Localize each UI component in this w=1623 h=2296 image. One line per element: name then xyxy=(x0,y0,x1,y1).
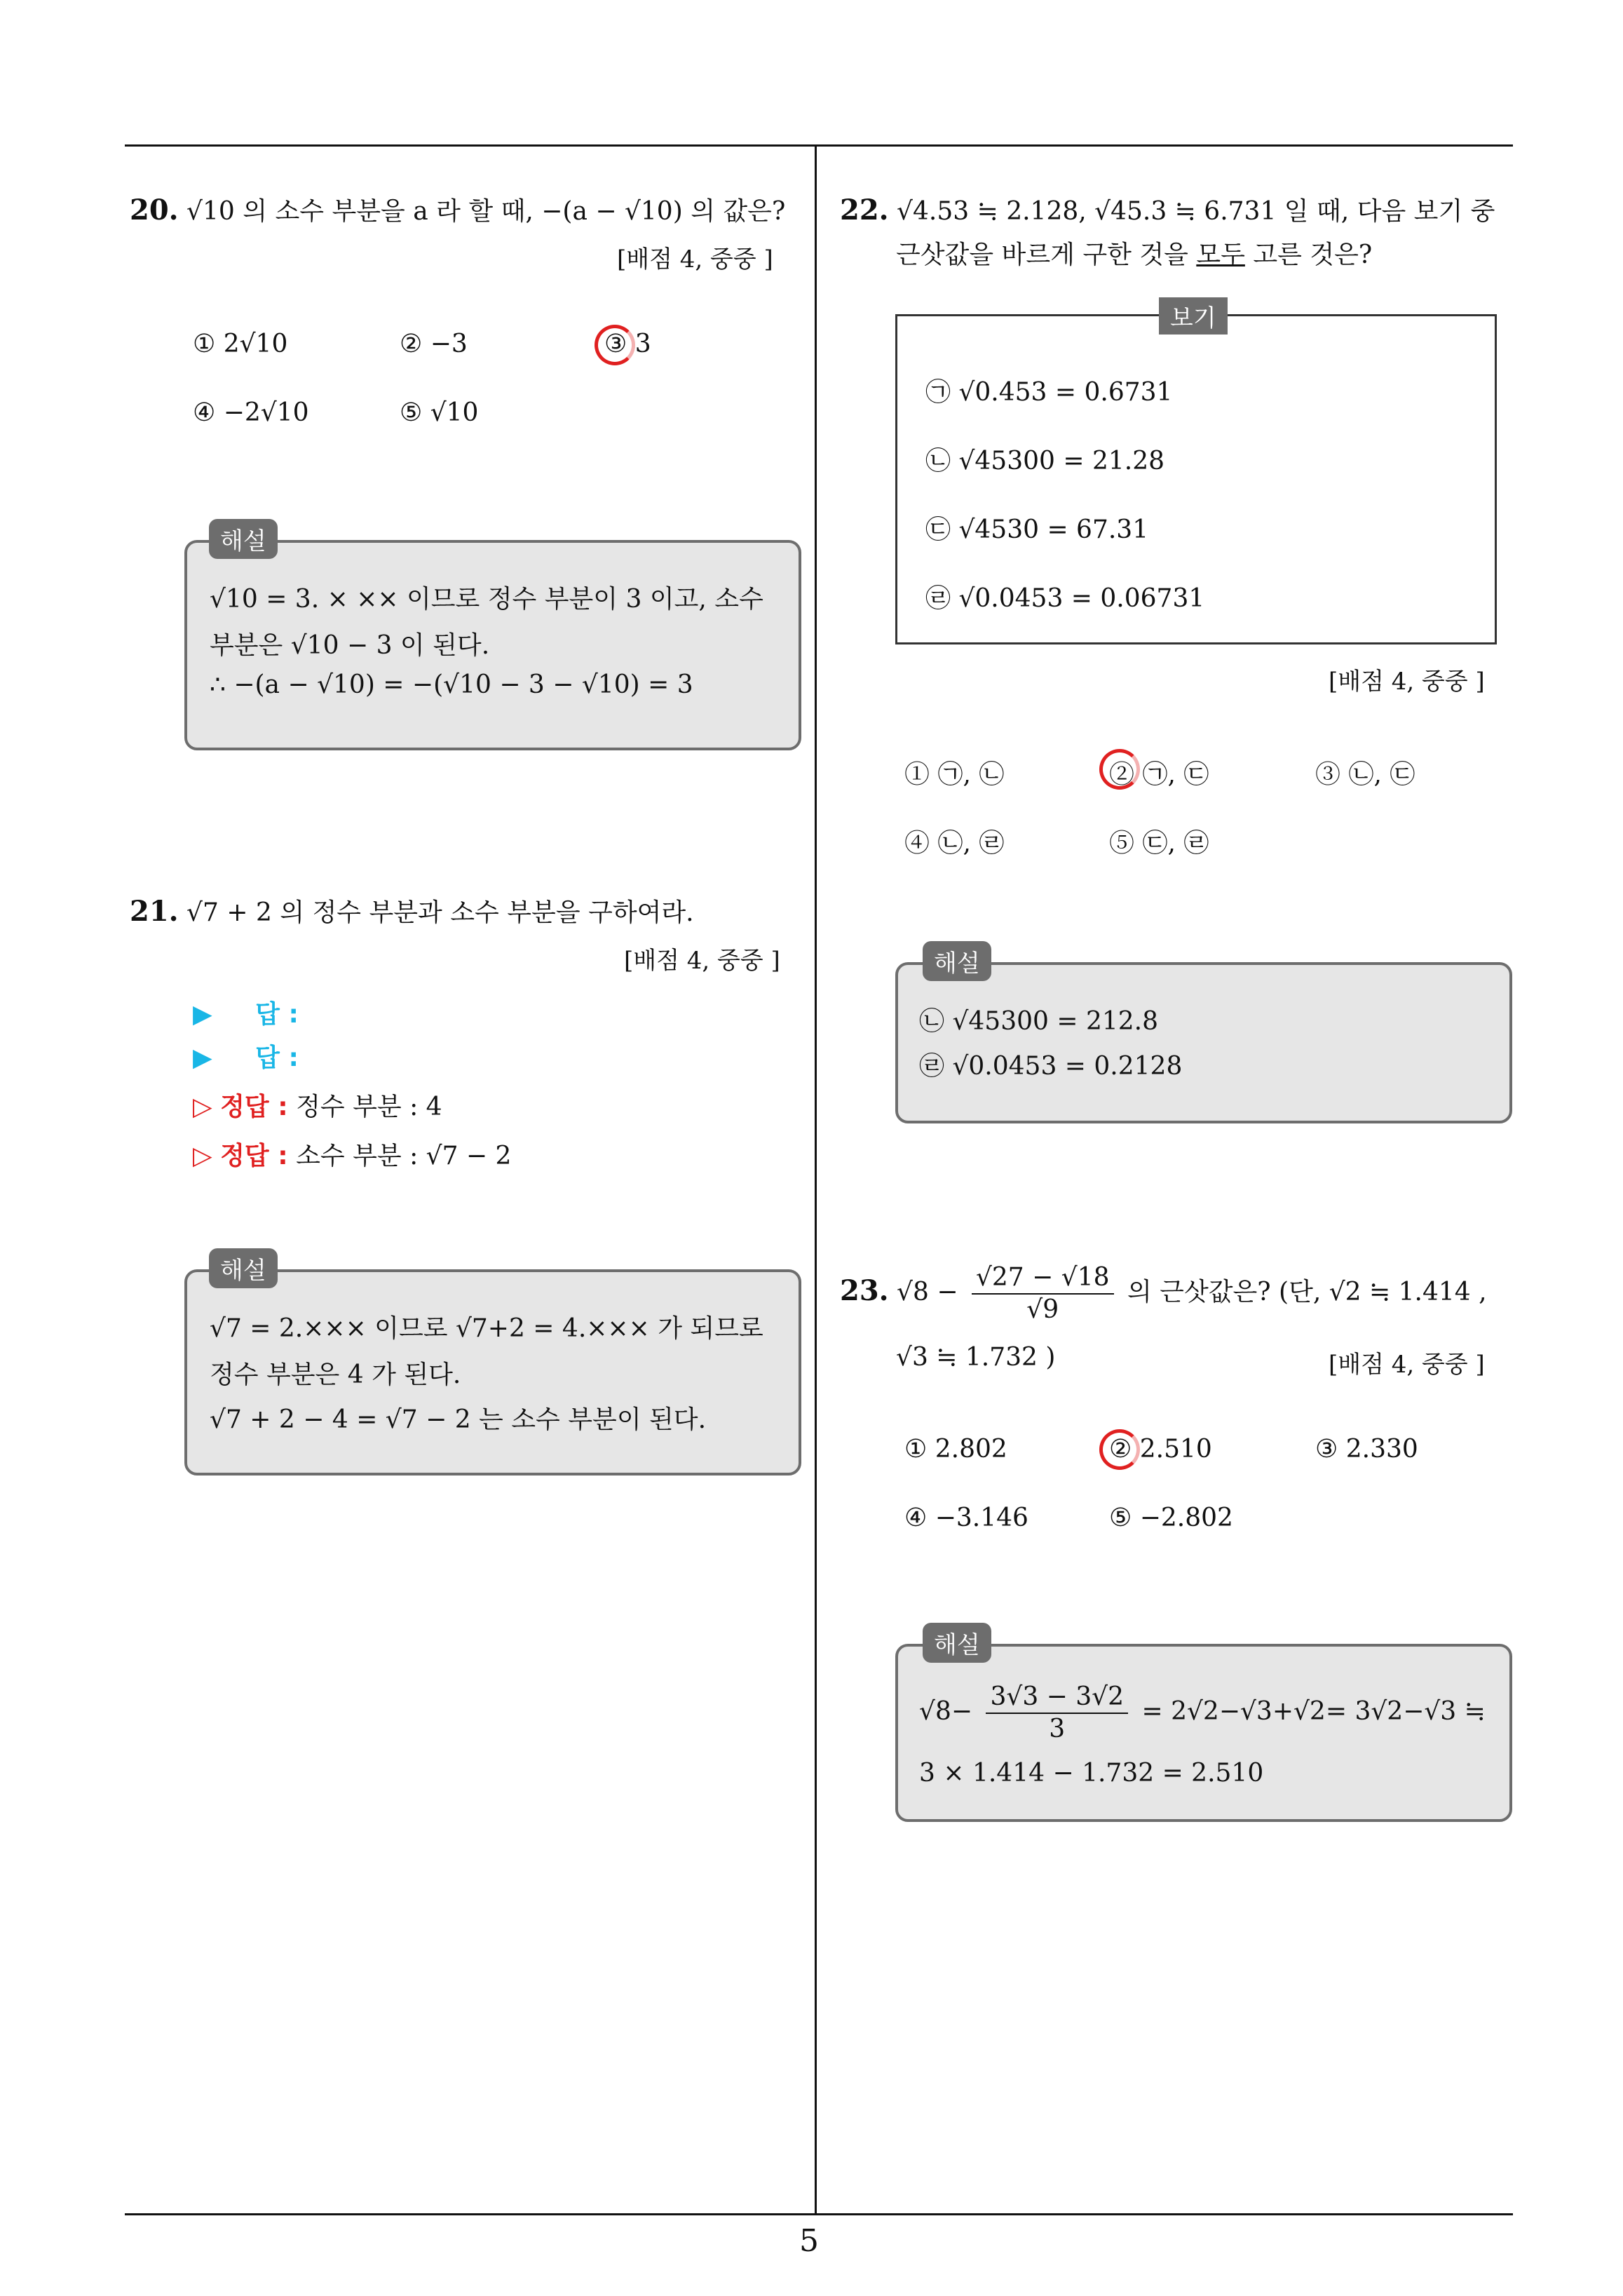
correct-label: 정답 : xyxy=(220,1093,288,1121)
outline-play-icon: ▷ xyxy=(193,1093,212,1121)
q23-solution-tag: 해설 xyxy=(923,1623,991,1663)
q20-solution-line-3: ∴ −(a − √10) = −(√10 − 3 − √10) = 3 xyxy=(210,670,693,699)
q21-correct-2-text: 소수 부분 : √7 − 2 xyxy=(296,1142,512,1170)
q23-choice-2-value: 2.510 xyxy=(1139,1435,1212,1464)
bogi-item-2: ㉡ √45300 = 21.28 xyxy=(925,447,1165,475)
q21-solution-line-2: 정수 부분은 4 가 된다. xyxy=(210,1360,461,1389)
q23-stem-line-1 xyxy=(840,1262,1487,1325)
q21-stem xyxy=(130,889,694,936)
q23-text-post: 의 근삿값은? (단, √2 ≒ 1.414 , xyxy=(1127,1278,1487,1306)
q23-sol-fraction-top: 3√3 − 3√2 xyxy=(986,1682,1128,1714)
correct-label: 정답 : xyxy=(220,1142,288,1170)
q23-sol-fraction xyxy=(986,1682,1128,1745)
q21-solution-box xyxy=(184,1269,801,1475)
q22-text-underlined: 모두 xyxy=(1196,241,1245,269)
q20-choice-4[interactable]: ④ −2√10 xyxy=(193,398,309,427)
q20-solution-line-2: 부분은 √10 − 3 이 된다. xyxy=(210,631,490,660)
q21-correct-1 xyxy=(193,1087,442,1123)
q20-choice-3-value: 3 xyxy=(634,330,651,358)
q23-stem-line-2: √3 ≒ 1.732 ) xyxy=(896,1343,1056,1372)
q23-solution-line-1 xyxy=(919,1682,1486,1745)
q21-correct-1-text: 정수 부분 : 4 xyxy=(296,1093,442,1121)
q21-solution-line-3: √7 + 2 − 4 = √7 − 2 는 소수 부분이 된다. xyxy=(210,1405,707,1434)
bogi-item-3: ㉢ √4530 = 67.31 xyxy=(925,515,1149,544)
q23-choice-3[interactable]: ③ 2.330 xyxy=(1315,1435,1418,1464)
q23-sol-post: = 2√2−√3+√2= 3√2−√3 ≒ xyxy=(1141,1697,1486,1726)
outline-play-icon: ▷ xyxy=(193,1142,212,1170)
q23-sol-fraction-bottom: 3 xyxy=(1049,1715,1066,1743)
q23-choice-4[interactable]: ④ −3.146 xyxy=(904,1504,1028,1532)
q23-meta: [배점 4, 중중 ] xyxy=(1329,1351,1485,1379)
q23-fraction-top: √27 − √18 xyxy=(972,1262,1114,1295)
q21-answer-2[interactable] xyxy=(193,1038,299,1074)
bottom-rule xyxy=(125,2213,1513,2215)
top-rule xyxy=(125,144,1513,147)
q22-stem-line-2 xyxy=(896,233,1372,278)
q23-fraction xyxy=(972,1262,1114,1325)
q22-choice-4[interactable]: ④ ㉡, ㉣ xyxy=(904,829,1005,858)
q20-choice-1[interactable]: ① 2√10 xyxy=(193,330,288,358)
answer-label: 답 : xyxy=(255,1044,299,1072)
q20-text: √10 의 소수 부분을 a 라 할 때, −(a − √10) 의 값은? xyxy=(186,197,786,226)
q22-choice-3[interactable]: ③ ㉡, ㉢ xyxy=(1315,760,1415,789)
bogi-item-1: ㉠ √0.453 = 0.6731 xyxy=(925,378,1173,407)
q22-choice-2-num: ② xyxy=(1109,760,1135,789)
q20-solution-line-1: √10 = 3. × ×× 이므로 정수 부분이 3 이고, 소수 xyxy=(210,585,763,614)
q21-answer-1[interactable] xyxy=(193,994,299,1030)
q22-bogi-box xyxy=(895,314,1497,644)
q20-solution-tag: 해설 xyxy=(209,519,278,559)
q23-answer-mark xyxy=(1099,1429,1140,1470)
page-number: 5 xyxy=(799,2223,819,2259)
answer-label: 답 : xyxy=(255,1000,299,1029)
q23-choice-5[interactable]: ⑤ −2.802 xyxy=(1109,1504,1233,1532)
q22-choice-2-value: ㉠, ㉢ xyxy=(1142,760,1209,789)
q22-choice-1[interactable]: ① ㉠, ㉡ xyxy=(904,760,1005,789)
q20-answer-mark xyxy=(595,325,635,365)
q23-solution-line-2: 3 × 1.414 − 1.732 = 2.510 xyxy=(919,1759,1264,1788)
q22-meta: [배점 4, 중중 ] xyxy=(1329,668,1485,696)
play-icon: ▶ xyxy=(193,1000,212,1029)
q21-solution-line-1: √7 = 2.××× 이므로 √7+2 = 4.××× 가 되므로 xyxy=(210,1314,763,1343)
q20-meta: [배점 4, 중중 ] xyxy=(617,245,773,274)
play-icon: ▶ xyxy=(193,1044,212,1072)
q23-solution-box xyxy=(895,1644,1512,1822)
q20-solution-box xyxy=(184,540,801,750)
column-divider xyxy=(815,146,817,2215)
q23-choice-2-num: ② xyxy=(1109,1435,1132,1464)
q22-solution-line-1: ㉡ √45300 = 212.8 xyxy=(919,1007,1159,1036)
q21-text: √7 + 2 의 정수 부분과 소수 부분을 구하여라. xyxy=(186,898,694,927)
q22-solution-tag: 해설 xyxy=(923,941,991,981)
q22-answer-mark xyxy=(1099,749,1140,790)
q22-solution-line-2: ㉣ √0.0453 = 0.2128 xyxy=(919,1052,1183,1081)
q23-sol-pre: √8− xyxy=(919,1697,973,1726)
q21-meta: [배점 4, 중중 ] xyxy=(624,947,780,975)
q21-solution-tag: 해설 xyxy=(209,1248,278,1288)
q22-text-line-2a: 근삿값을 바르게 구한 것을 xyxy=(896,241,1197,269)
q22-solution-box xyxy=(895,962,1512,1123)
q20-choice-3-num: ③ xyxy=(604,330,627,358)
bogi-item-4: ㉣ √0.0453 = 0.06731 xyxy=(925,584,1205,613)
q22-text-line-2b: 고른 것은? xyxy=(1244,241,1373,269)
q23-text-pre: √8 − xyxy=(897,1278,958,1306)
q22-stem-line-1 xyxy=(840,188,1495,234)
q22-bogi-tag: 보기 xyxy=(1159,297,1228,335)
q20-stem xyxy=(130,188,785,234)
q22-number: 22. xyxy=(840,194,889,227)
q20-choice-5[interactable]: ⑤ √10 xyxy=(400,398,479,427)
q20-choice-2[interactable]: ② −3 xyxy=(400,330,468,358)
q22-choice-5[interactable]: ⑤ ㉢, ㉣ xyxy=(1109,829,1209,858)
q21-number: 21. xyxy=(130,895,179,928)
q20-number: 20. xyxy=(130,194,179,227)
q23-number: 23. xyxy=(840,1274,889,1307)
q23-fraction-bottom: √9 xyxy=(1026,1295,1059,1324)
q22-text-line-1: √4.53 ≒ 2.128, √45.3 ≒ 6.731 일 때, 다음 보기 중 xyxy=(897,197,1495,226)
q23-choice-1[interactable]: ① 2.802 xyxy=(904,1435,1007,1464)
q21-correct-2 xyxy=(193,1136,511,1172)
